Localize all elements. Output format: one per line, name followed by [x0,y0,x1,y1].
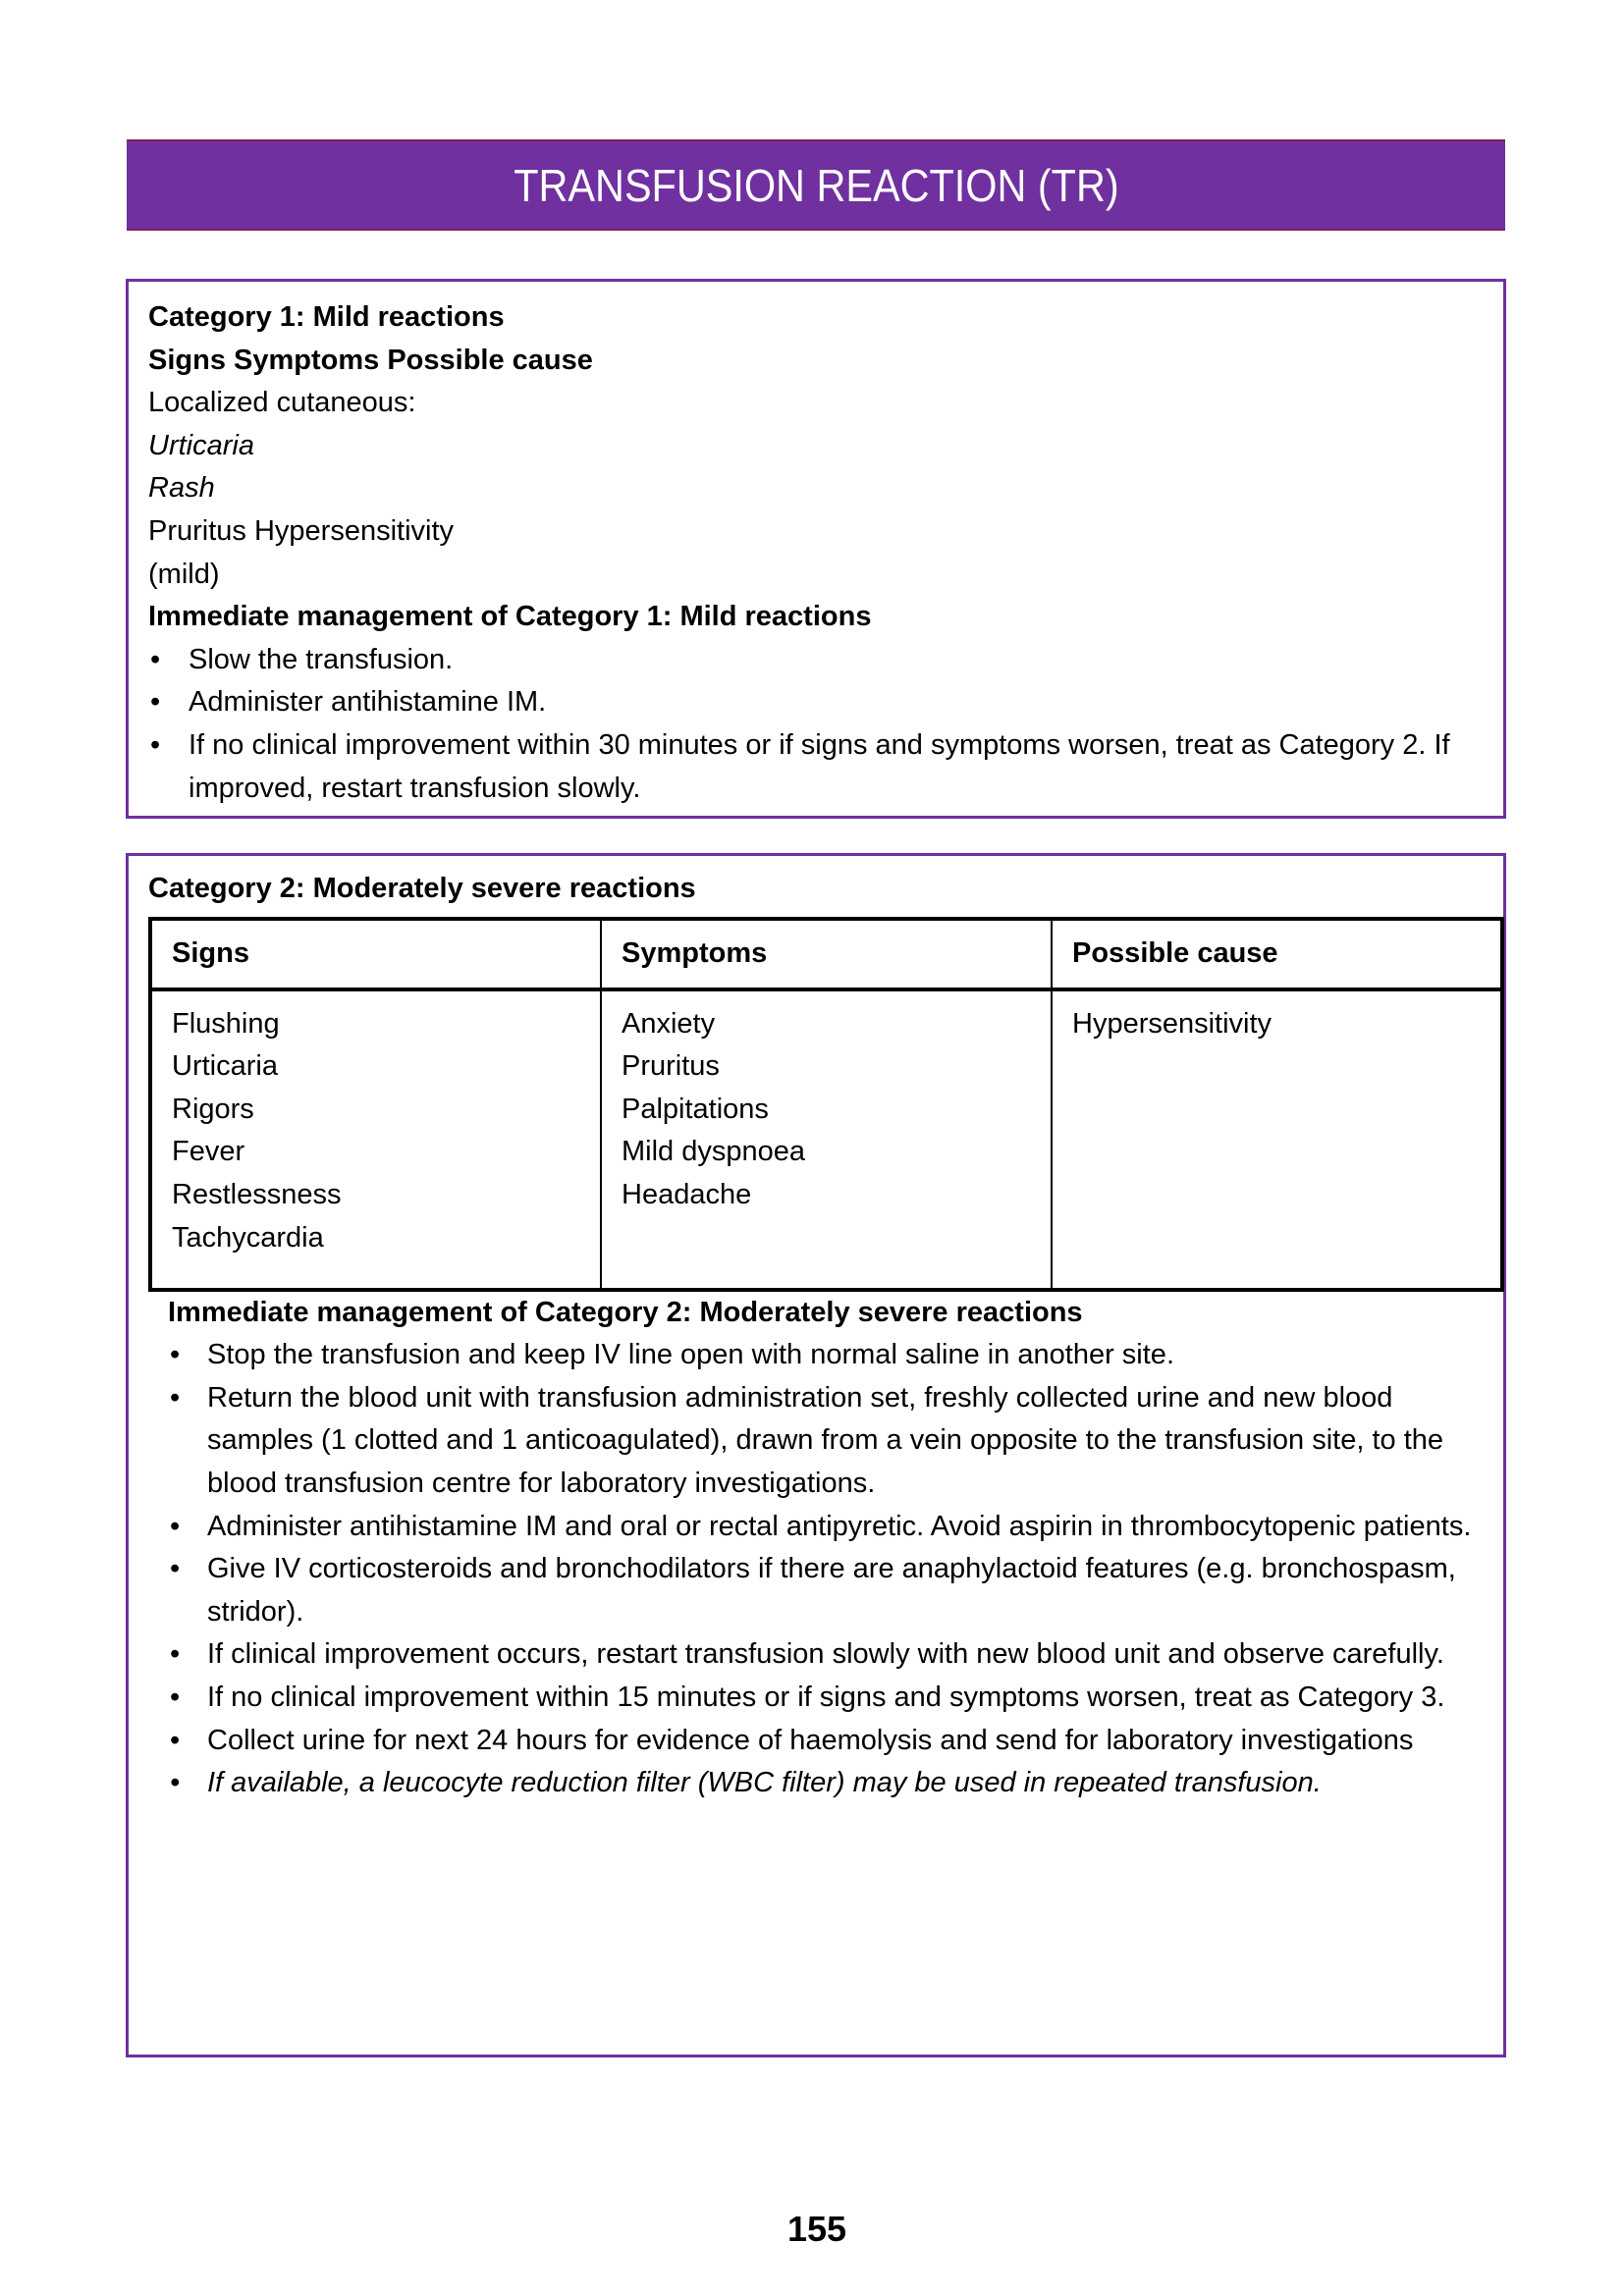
page-title-bar [127,139,1505,231]
category-2-management [148,1292,1484,1805]
list-item-text: Slow the transfusion. [189,643,454,675]
bullet-icon: • [170,1381,181,1414]
category-1-line: Rash [148,472,215,505]
list-item-text: If no clinical improvement within 30 minutes or if signs and symptoms worsen, treat as Category 2. If improved, restart transfusion slowly. [189,728,1450,804]
bullet-icon: • [150,643,161,675]
list-item [168,1506,1484,1549]
sign-item: Fever [172,1136,245,1168]
list-item-text: Give IV corticosteroids and bronchodilators if there are anaphylactoid features (e.g. bronchospasm, stridor). [207,1553,1456,1628]
category-1-line: Localized cutaneous: [148,387,416,419]
category-2-reactions-table [148,917,1504,1292]
list-item-text: Stop the transfusion and keep IV line open with normal saline in another site. [207,1339,1174,1371]
list-item-text: If available, a leucocyte reduction filter (WBC filter) may be used in repeated transfusion. [207,1767,1322,1799]
cause-item: Hypersensitivity [1072,1007,1272,1040]
list-item [168,1720,1484,1763]
bullet-icon: • [170,1638,181,1671]
list-item [148,639,1484,682]
sign-item: Rigors [172,1093,254,1125]
list-item [148,724,1484,810]
bullet-icon: • [170,1724,181,1756]
list-item [168,1334,1484,1377]
symptom-item: Mild dyspnoea [622,1136,805,1168]
page-number: 155 [786,2209,847,2249]
symptom-item: Pruritus [622,1050,720,1083]
list-item [168,1677,1484,1720]
sign-item: Flushing [172,1007,280,1040]
category-2-box [126,853,1506,2057]
list-item [168,1633,1484,1677]
page-title: TRANSFUSION REACTION (TR) [513,159,1119,211]
list-item [148,681,1484,724]
category-1-columns-line: Signs Symptoms Possible cause [148,344,593,376]
list-item [168,1377,1484,1506]
bullet-icon: • [170,1681,181,1713]
symptoms-cell [601,989,1052,1290]
list-item-note [168,1762,1484,1805]
list-item-text: If clinical improvement occurs, restart transfusion slowly with new blood unit and observe carefully. [207,1638,1444,1671]
table-header-row [150,919,1502,989]
list-item-text: Administer antihistamine IM and oral or rectal antipyretic. Avoid aspirin in thrombocytopenic patients. [207,1510,1472,1542]
category-2-heading: Category 2: Moderately severe reactions [148,873,696,904]
category-1-heading: Category 1: Mild reactions [148,301,505,333]
column-header-symptoms: Symptoms [601,919,1052,989]
possible-cause-cell [1052,989,1502,1290]
list-item-text: Return the blood unit with transfusion administration set, freshly collected urine and new blood samples (1 clotted and 1 anticoagulated), drawn from a vein opposite to the transfusion site, to the blood transfusion centre for laboratory investigations. [207,1381,1444,1499]
category-1-management-heading: Immediate management of Category 1: Mild reactions [148,601,872,633]
sign-item: Restlessness [172,1178,342,1210]
list-item-text: Collect urine for next 24 hours for evidence of haemolysis and send for laboratory investigations [207,1724,1414,1756]
bullet-icon: • [170,1339,181,1371]
category-1-line: (mild) [148,558,220,590]
sign-item: Urticaria [172,1050,278,1083]
symptom-item: Palpitations [622,1093,769,1125]
list-item [168,1548,1484,1633]
symptom-item: Anxiety [622,1007,716,1040]
list-item-text: If no clinical improvement within 15 minutes or if signs and symptoms worsen, treat as Category 3. [207,1681,1445,1713]
signs-cell [150,989,601,1290]
bullet-icon: • [150,686,161,719]
table-row [150,989,1502,1290]
bullet-icon: • [170,1510,181,1542]
category-2-management-list [168,1334,1484,1805]
category-1-line: Pruritus Hypersensitivity [148,514,455,547]
bullet-icon: • [170,1553,181,1585]
list-item-text: Administer antihistamine IM. [189,686,547,719]
sign-item: Tachycardia [172,1221,324,1254]
column-header-signs: Signs [150,919,601,989]
category-1-box [126,279,1506,819]
category-1-management-list [148,639,1484,810]
category-1-line: Urticaria [148,429,254,461]
bullet-icon: • [170,1767,181,1799]
category-2-management-heading: Immediate management of Category 2: Moderately severe reactions [168,1296,1083,1328]
column-header-possible-cause: Possible cause [1052,919,1502,989]
bullet-icon: • [150,728,161,761]
symptom-item: Headache [622,1178,752,1210]
